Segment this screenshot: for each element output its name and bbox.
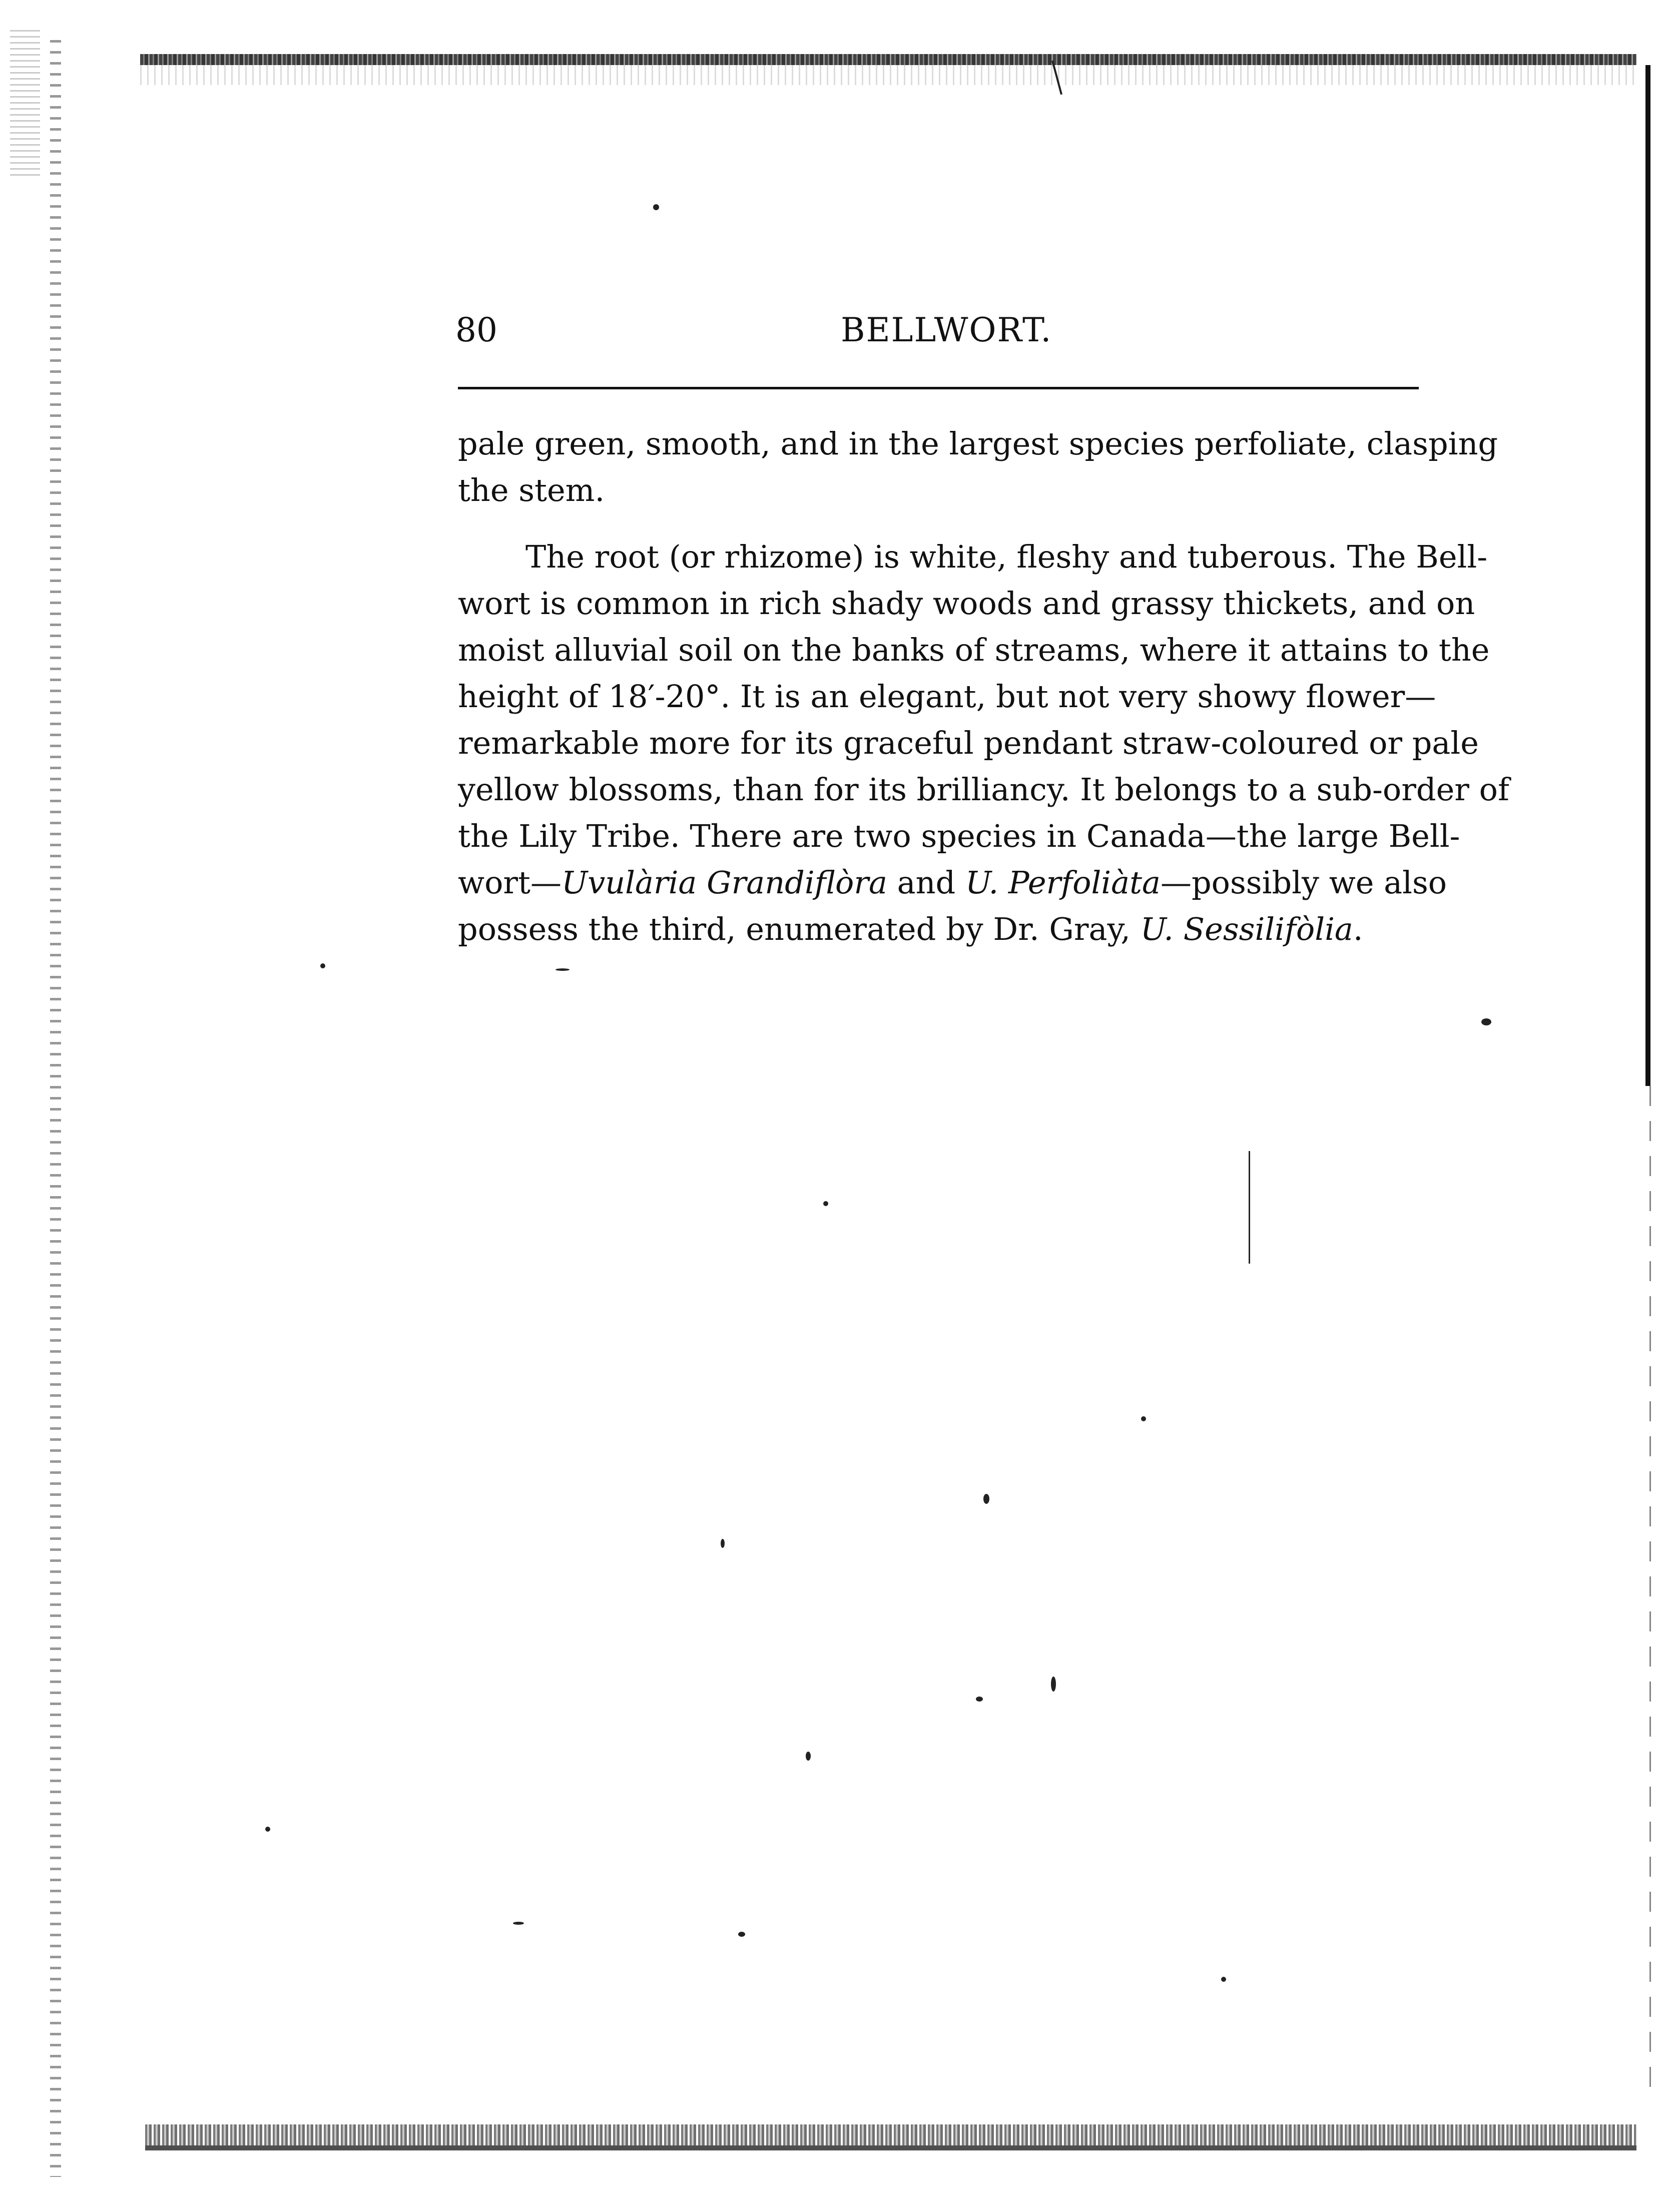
body-text xyxy=(458,420,1509,952)
dust-speck xyxy=(320,963,325,968)
running-head: BELLWORT. xyxy=(841,311,1052,349)
text-line: the Lily Tribe. There are two species in Canada—the large Bell- xyxy=(458,818,1460,854)
paragraph-gap xyxy=(458,513,1426,533)
text-line xyxy=(458,859,1447,906)
text-run: and xyxy=(887,864,965,901)
dust-speck xyxy=(823,1201,828,1206)
text-line xyxy=(458,906,1426,952)
page-number: 80 xyxy=(455,311,497,349)
dust-speck xyxy=(265,1827,270,1832)
text-line: pale green, smooth, and in the largest species perfoliate, clasping xyxy=(458,425,1498,462)
text-run: —possibly we also xyxy=(1160,864,1447,901)
scan-edge-bottom xyxy=(145,2124,1636,2145)
dust-speck xyxy=(976,1697,983,1702)
scan-edge-top xyxy=(140,54,1636,65)
species-name: U. Perfoliàta xyxy=(965,864,1161,901)
header-rule xyxy=(458,387,1419,389)
text-run: possess the third, enumerated by Dr. Gray, xyxy=(458,911,1141,947)
dust-speck xyxy=(1051,1677,1056,1692)
dust-speck xyxy=(738,1932,745,1937)
scan-edge-right-lower xyxy=(1649,1086,1651,2087)
text-line: remarkable more for its graceful pendant straw-coloured or pale xyxy=(458,725,1479,761)
scan-edge-right xyxy=(1645,65,1650,1086)
species-name: Uvulària Grandiflòra xyxy=(561,864,887,901)
scan-edge-top-noise xyxy=(140,65,1636,85)
dust-speck xyxy=(653,204,659,210)
scan-edge-left xyxy=(50,40,61,2177)
dust-speck xyxy=(806,1752,811,1761)
text-line: the stem. xyxy=(458,472,605,508)
scan-edge-bottom-line xyxy=(145,2145,1636,2150)
text-line: The root (or rhizome) is white, fleshy and tuberous. The Bell- xyxy=(525,538,1488,575)
dust-speck xyxy=(1221,1977,1226,1982)
scan-edge-left-corner xyxy=(10,30,40,180)
dust-speck xyxy=(1141,1416,1146,1421)
text-run: wort— xyxy=(458,864,562,901)
text-line: yellow blossoms, than for its brilliancy. It belongs to a sub-order of xyxy=(458,771,1509,808)
dust-speck xyxy=(555,968,570,971)
dust-speck xyxy=(721,1539,725,1548)
dust-speck xyxy=(513,1922,524,1925)
text-run: . xyxy=(1353,911,1363,947)
species-name: U. Sessilifòlia xyxy=(1140,911,1353,947)
dust-speck xyxy=(1481,1018,1491,1025)
dust-speck xyxy=(983,1494,989,1504)
text-line: height of 18′-20°. It is an elegant, but not very showy flower— xyxy=(458,678,1436,715)
text-line: wort is common in rich shady woods and grassy thickets, and on xyxy=(458,585,1475,622)
text-line: moist alluvial soil on the banks of streams, where it attains to the xyxy=(458,632,1490,668)
scan-stroke xyxy=(1249,1151,1250,1264)
